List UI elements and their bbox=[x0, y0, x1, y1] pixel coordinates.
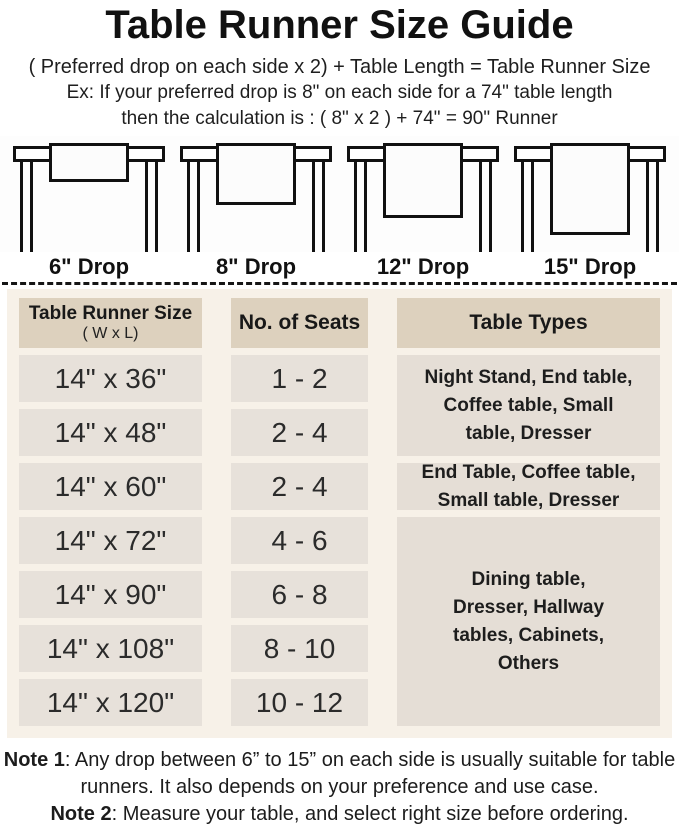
dashed-divider bbox=[2, 282, 677, 285]
table-leg-illustration bbox=[187, 160, 200, 252]
size-cell: 14" x 90" bbox=[19, 571, 202, 618]
table-types-line: table, Dresser bbox=[465, 422, 592, 444]
table-diagram-15in-drop bbox=[514, 136, 666, 252]
table-leg-illustration bbox=[479, 160, 492, 252]
note-2-label: Note 2 bbox=[50, 803, 112, 825]
size-table bbox=[7, 289, 672, 738]
table-types-line: tables, Cabinets, bbox=[453, 624, 604, 646]
runner-illustration bbox=[216, 143, 296, 205]
runner-illustration bbox=[49, 143, 129, 182]
drop-label-15in: 15" Drop bbox=[543, 254, 637, 279]
header-runner-size-label: Table Runner Size bbox=[28, 303, 193, 324]
seats-cell: 1 - 2 bbox=[231, 355, 368, 402]
size-cell: 14" x 108" bbox=[19, 625, 202, 672]
seats-cell: 8 - 10 bbox=[231, 625, 368, 672]
note-1 bbox=[2, 747, 677, 801]
size-cell: 14" x 72" bbox=[19, 517, 202, 564]
note-2-text: : Measure your table, and select right size before ordering. bbox=[111, 803, 629, 825]
size-guide-page bbox=[0, 2, 679, 828]
note-1-label: Note 1 bbox=[3, 749, 65, 771]
page-title: Table Runner Size Guide bbox=[105, 3, 574, 47]
size-cell: 14" x 36" bbox=[19, 355, 202, 402]
seats-cell: 4 - 6 bbox=[231, 517, 368, 564]
note-2 bbox=[2, 801, 677, 828]
table-types-cell-large bbox=[397, 517, 660, 726]
table-leg-illustration bbox=[20, 160, 33, 252]
header-seats: No. of Seats bbox=[231, 298, 368, 348]
table-diagram-12in-drop bbox=[347, 136, 499, 252]
table-types-cell-medium bbox=[397, 463, 660, 510]
notes-section bbox=[0, 747, 679, 828]
drop-labels-row bbox=[0, 252, 679, 282]
table-types-line: Small table, Dresser bbox=[437, 489, 620, 511]
size-cell: 14" x 48" bbox=[19, 409, 202, 456]
table-leg-illustration bbox=[521, 160, 534, 252]
runner-illustration bbox=[383, 143, 463, 218]
seats-cell: 6 - 8 bbox=[231, 571, 368, 618]
table-types-line: Coffee table, Small bbox=[443, 394, 614, 416]
table-diagram-8in-drop bbox=[180, 136, 332, 252]
size-cell: 14" x 60" bbox=[19, 463, 202, 510]
table-types-line: End Table, Coffee table, bbox=[421, 461, 636, 483]
example-line-1: Ex: If your preferred drop is 8" on each side for a 74" table length bbox=[66, 82, 613, 103]
table-diagram-6in-drop bbox=[13, 136, 165, 252]
size-cell: 14" x 120" bbox=[19, 679, 202, 726]
table-leg-illustration bbox=[312, 160, 325, 252]
table-types-line: Night Stand, End table, bbox=[424, 366, 633, 388]
table-types-line: Dining table, bbox=[471, 568, 586, 590]
formula-line: ( Preferred drop on each side x 2) + Table Length = Table Runner Size bbox=[28, 56, 651, 78]
table-types-line: Others bbox=[497, 652, 560, 674]
drop-label-12in: 12" Drop bbox=[376, 254, 470, 279]
table-types-cell-small bbox=[397, 355, 660, 456]
seats-cell: 2 - 4 bbox=[231, 409, 368, 456]
header-runner-size bbox=[19, 298, 202, 348]
table-types-line: Dresser, Hallway bbox=[452, 596, 605, 618]
runner-illustration bbox=[550, 143, 630, 235]
drop-diagrams bbox=[0, 136, 679, 252]
header-runner-size-sub: ( W x L) bbox=[82, 325, 139, 342]
table-leg-illustration bbox=[646, 160, 659, 252]
seats-cell: 10 - 12 bbox=[231, 679, 368, 726]
note-1-text: : Any drop between 6” to 15” on each side is usually suitable for table runners. It also depends on your preference and use case. bbox=[64, 749, 676, 798]
drop-label-6in: 6" Drop bbox=[48, 254, 130, 279]
table-leg-illustration bbox=[354, 160, 367, 252]
table-leg-illustration bbox=[145, 160, 158, 252]
example-line-2: then the calculation is : ( 8" x 2 ) + 74" = 90" Runner bbox=[121, 108, 558, 129]
seats-cell: 2 - 4 bbox=[231, 463, 368, 510]
header-table-types: Table Types bbox=[397, 298, 660, 348]
drop-label-8in: 8" Drop bbox=[215, 254, 297, 279]
